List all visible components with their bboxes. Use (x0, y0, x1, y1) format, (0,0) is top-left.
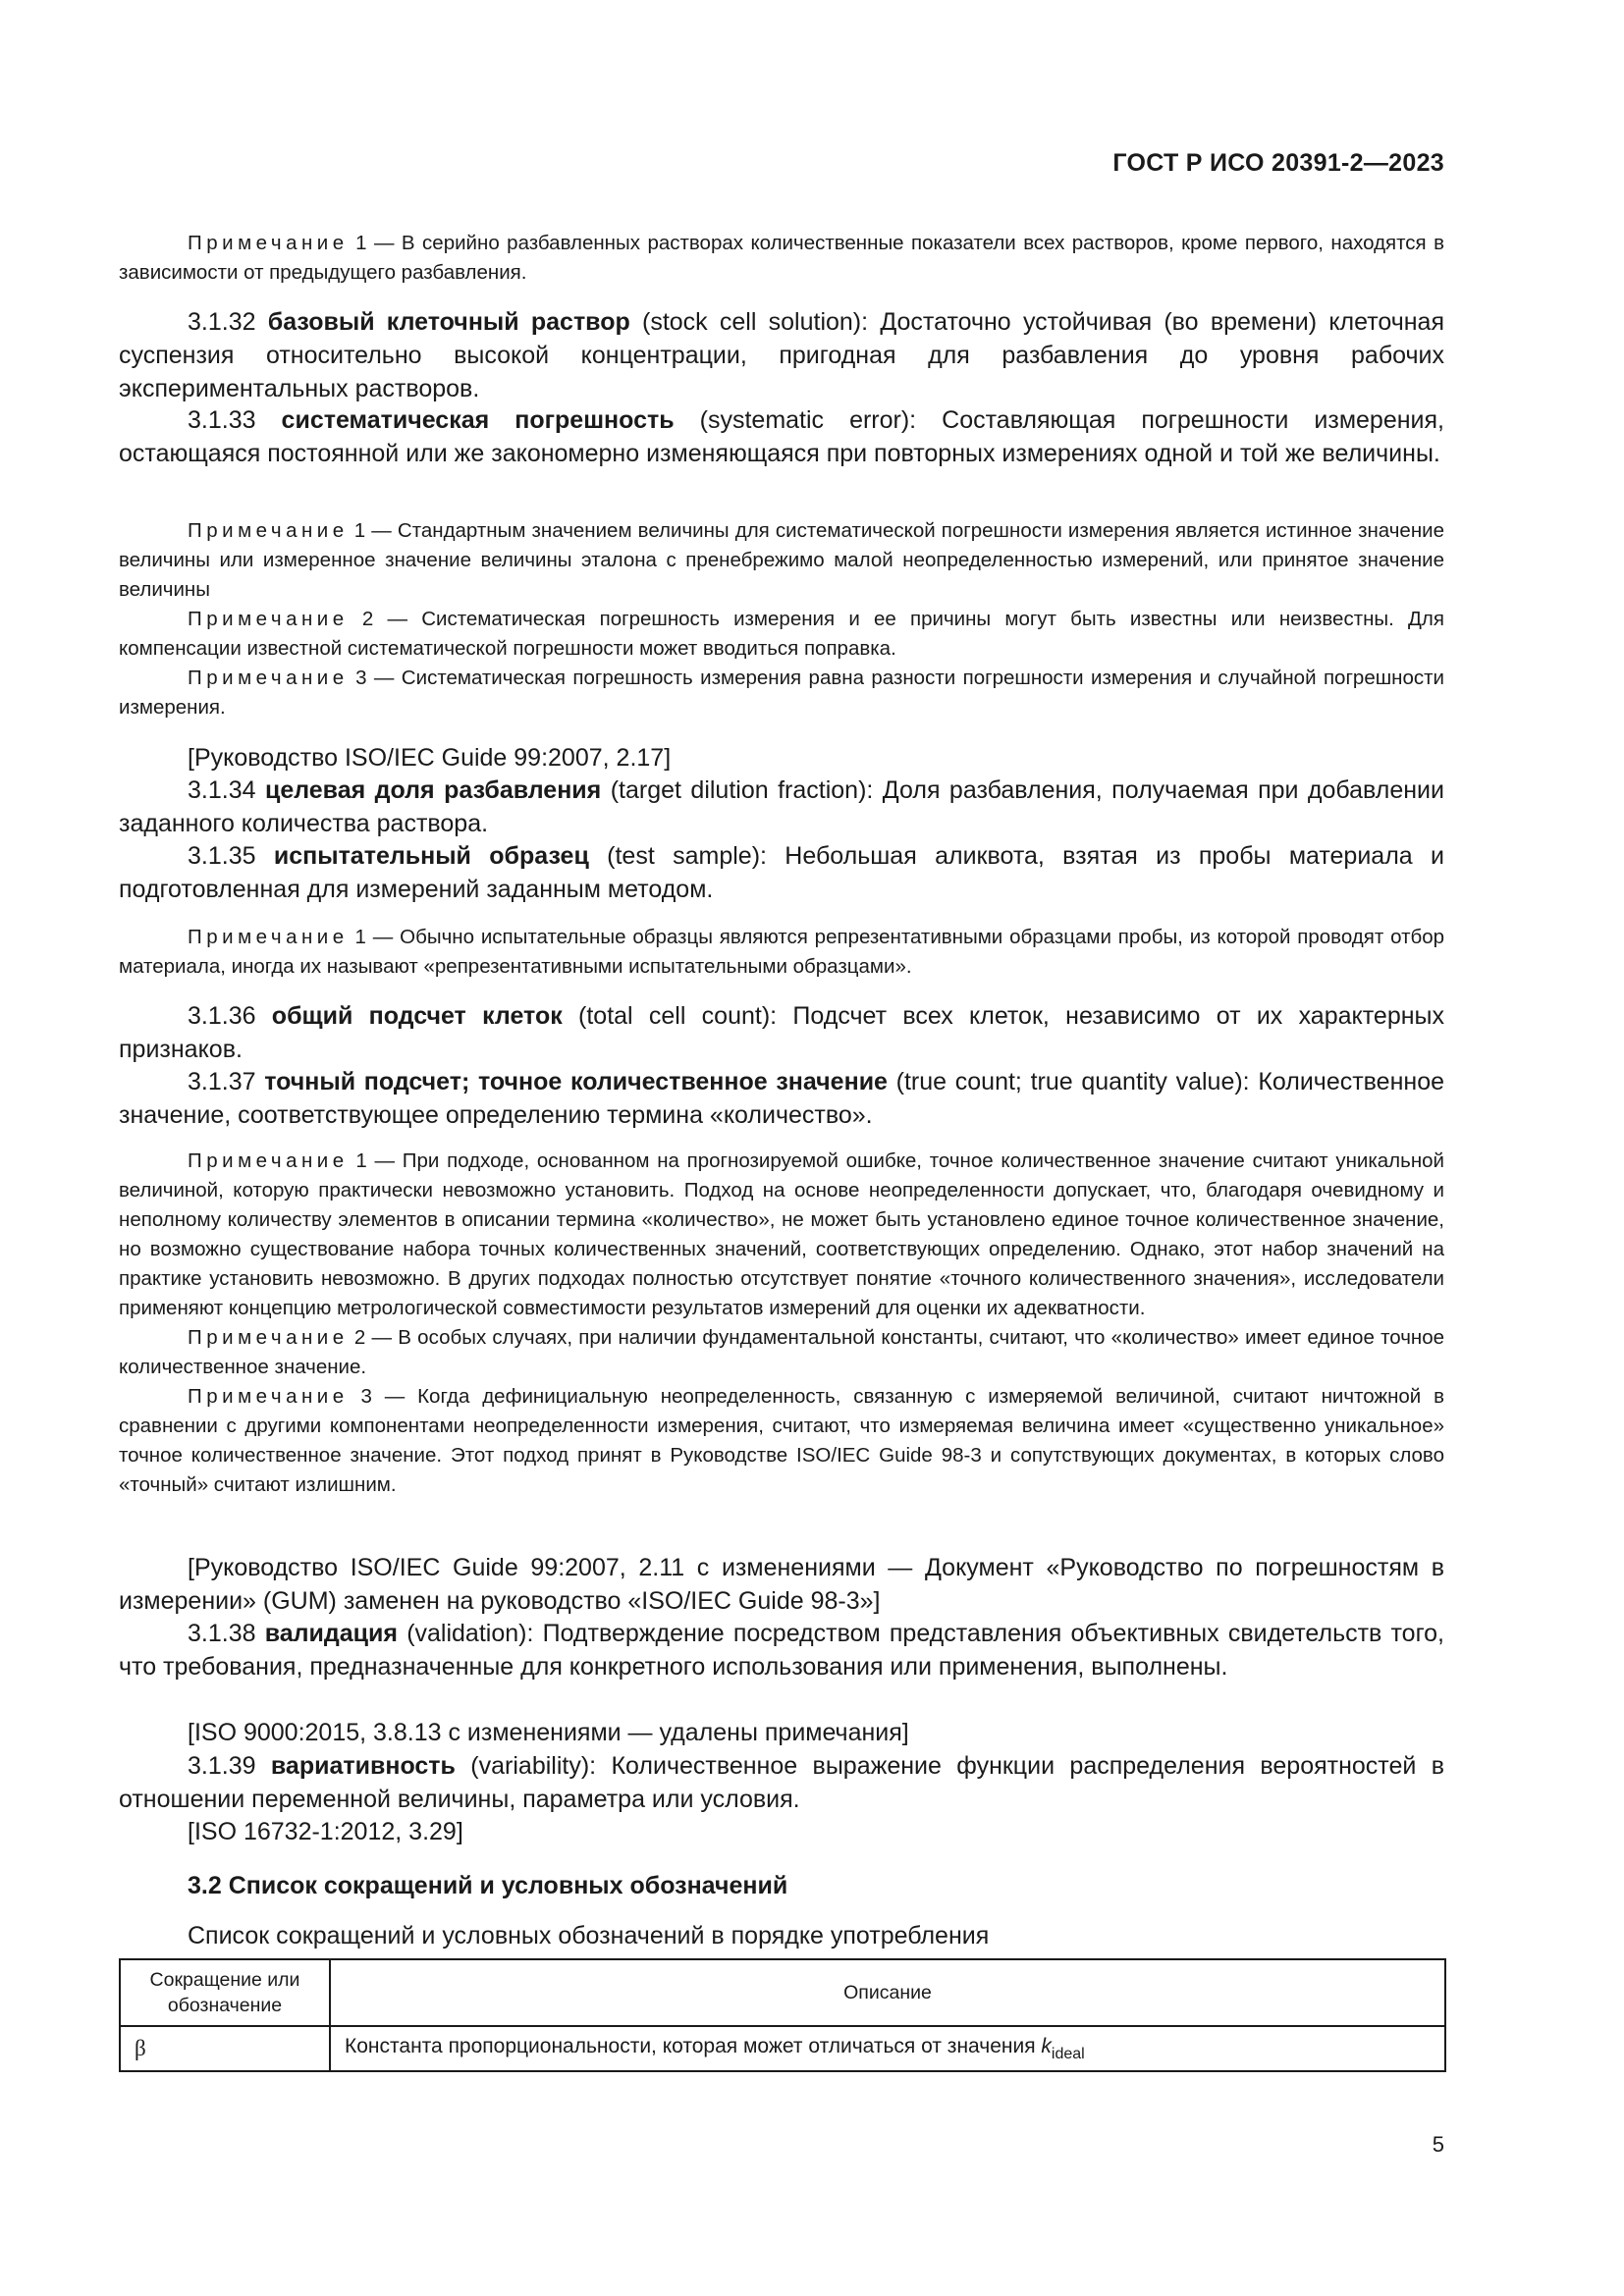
reference-iso-9000: [ISO 9000:2015, 3.8.13 с изменениями — удалены примечания] (188, 1719, 909, 1746)
notes-3-1-33 (119, 516, 1444, 722)
page-number: 5 (1432, 2132, 1444, 2157)
description-cell: Константа пропорциональности, которая может отличаться от значения $k_{ideal}$ (330, 2026, 1445, 2071)
note-item: Примечание 3 — Систематическая погрешность измерения равна разности погрешности измерения и случайной погрешности измерения. (119, 667, 1444, 719)
term-title: валидация (264, 1620, 398, 1647)
term-3-1-34: 3.1.34 целевая доля разбавления (target dilution fraction): Доля разбавления, получаемая при добавлении заданного количества раствора. (119, 776, 1444, 837)
note-item: Примечание 1 — При подходе, основанном на прогнозируемой ошибке, точное количественное значение считают уникальной величиной, которую практически невозможно установить. Подход на основе неопределенности допускает, что, благодаря очевидному и неполному количеству элементов в описании термина «количество», не может быть установлено единое точное количественное значение, но возможно существование набора точных количественных значений, соответствующих определению. Однако, этот набор значений на практике установить невозможно. В других подходах полностью отсутствует понятие «точного количественного значения», исследователи применяют концепцию метрологической совместимости результатов измерений для оценки их адекватности. (119, 1149, 1444, 1319)
table-row (120, 2026, 1445, 2071)
section-heading (119, 1872, 1444, 1900)
note-dilution: Примечание 1 — В серийно разбавленных растворах количественные показатели всех растворов, кроме первого, находятся в зависимости от предыдущего разбавления. (119, 232, 1444, 284)
term-3-1-33: 3.1.33 систематическая погрешность (systematic error): Составляющая погрешности измерения, остающаяся постоянной или же закономерно изменяющаяся при повторных измерениях одной и той же величины. (119, 406, 1444, 467)
abbreviations-table (119, 1958, 1446, 2072)
symbol-cell: β (120, 2026, 330, 2071)
table-caption: Список сокращений и условных обозначений в порядке употребления (188, 1922, 990, 1949)
term-title: целевая доля разбавления (264, 776, 602, 804)
reference-guide-99-2-11: [Руководство ISO/IEC Guide 99:2007, 2.11 с изменениями — Документ «Руководство по погрешностям в измерении» (GUM) заменен на руководство «ISO/IEC Guide 98-3»] (119, 1554, 1444, 1615)
term-title: общий подсчет клеток (271, 1002, 563, 1030)
note-item: Примечание 2 — В особых случаях, при наличии фундаментальной константы, считают, что «количество» имеет единое точное количественное значение. (119, 1326, 1444, 1378)
section-title: 3.2 Список сокращений и условных обозначений (188, 1872, 788, 1899)
term-title: испытательный образец (273, 842, 589, 870)
term-3-1-36: 3.1.36 общий подсчет клеток (total cell count): Подсчет всех клеток, независимо от их характерных признаков. (119, 1002, 1444, 1063)
note-item: Примечание 1 — Стандартным значением величины для систематической погрешности измерения является истинное значение величины или измеренное значение величины эталона с пренебрежимо малой неопределенностью измерений, или принятое значение величины (119, 519, 1444, 601)
term-title: вариативность (270, 1752, 456, 1780)
term-title: систематическая погрешность (281, 406, 675, 434)
term-title: базовый клеточный раствор (267, 308, 630, 336)
notes-3-1-37 (119, 1147, 1444, 1500)
note-item: Примечание 2 — Систематическая погрешность измерения и ее причины могут быть известны или неизвестны. Для компенсации известной систематической погрешности может вводиться поправка. (119, 608, 1444, 660)
reference-guide-99-2-17: [Руководство ISO/IEC Guide 99:2007, 2.17] (188, 744, 672, 772)
header-description: Описание (330, 1959, 1445, 2026)
term-title: точный подсчет; точное количественное значение (264, 1068, 888, 1095)
term-3-1-38: 3.1.38 валидация (validation): Подтверждение посредством представления объективных свидетельств того, что требования, предназначенные для конкретного использования или применения, выполнены. (119, 1620, 1445, 1681)
note-3-1-35: Примечание 1 — Обычно испытательные образцы являются репрезентативными образцами пробы, из которой проводят отбор материала, иногда их называют «репрезентативными испытательными образцами». (119, 926, 1444, 978)
term-3-1-35: 3.1.35 испытательный образец (test sample): Небольшая аликвота, взятая из пробы материала и подготовленная для измерений заданным методом. (119, 842, 1444, 903)
header-abbreviation: Сокращение или обозначение (120, 1959, 330, 2026)
term-3-1-39: 3.1.39 вариативность (variability): Количественное выражение функции распределения вероятностей в отношении переменной величины, параметра или условия. (119, 1752, 1444, 1813)
note-item: Примечание 3 — Когда дефинициальную неопределенность, связанную с измеряемой величиной, считают ничтожной в сравнении с другими компонентами неопределенности измерения, считают, что измеряемая величина имеет «существенно уникальное» точное количественное значение. Этот подход принят в Руководстве ISO/IEC Guide 98-3 и сопутствующих документах, в которых слово «точный» считают излишним. (119, 1385, 1444, 1496)
reference-iso-16732: [ISO 16732-1:2012, 3.29] (188, 1818, 463, 1845)
term-3-1-37: 3.1.37 точный подсчет; точное количественное значение (true count; true quantity value): Количественное значение, соответствующее определению термина «количество». (119, 1068, 1444, 1129)
document-code: ГОСТ Р ИСО 20391-2—2023 (1112, 149, 1444, 177)
table-header-row (120, 1959, 1445, 2026)
term-3-1-32: 3.1.32 базовый клеточный раствор (stock cell solution): Достаточно устойчивая (во времени) клеточная суспензия относительно высокой концентрации, пригодная для разбавления до уровня рабочих экспериментальных растворов. (119, 308, 1445, 402)
note-label: Примечание (188, 232, 349, 254)
